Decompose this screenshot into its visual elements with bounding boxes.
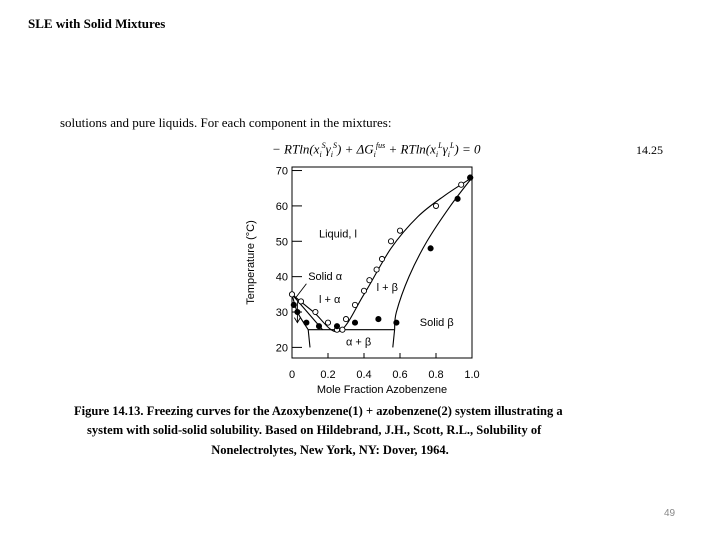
curve-solidus-beta (395, 178, 472, 330)
data-point-open (397, 228, 402, 233)
data-point-open (289, 292, 294, 297)
region-label: α + β (346, 336, 372, 349)
caption-line-3: Nonelectrolytes, New York, NY: Dover, 1964. (211, 442, 449, 457)
curve-solvus-alpha (308, 330, 310, 348)
figure-caption (40, 402, 680, 460)
curve-liquidus (292, 178, 472, 332)
data-point-open (388, 239, 393, 244)
x-axis-label: Mole Fraction Azobenzene (316, 384, 448, 396)
x-tick-label: 0 (288, 369, 296, 381)
y-tick-label: 50 (275, 236, 288, 249)
x-tick-label: 0.2 (320, 369, 336, 381)
data-point-filled (468, 175, 473, 180)
data-point-open (459, 182, 464, 187)
data-point-filled (304, 320, 309, 325)
region-label: Solid β (419, 317, 454, 330)
data-point-open (367, 278, 372, 283)
data-point-filled (352, 320, 357, 325)
data-point-open (433, 203, 438, 208)
page-number: 49 (664, 508, 676, 519)
data-point-open (298, 299, 303, 304)
caption-line-2: system with solid-solid solubility. Based on Hildebrand, J.H., Scott, R.L., Solubility of (87, 423, 542, 438)
slide-title: SLE with Solid Mixtures (28, 16, 166, 31)
equation-number: 14.25 (636, 142, 663, 157)
data-point-open (352, 302, 357, 307)
data-point-open (374, 267, 379, 272)
x-tick-label: 1.0 (464, 369, 480, 381)
region-label: Solid α (308, 271, 343, 284)
region-label: l + β (376, 281, 398, 294)
data-point-open (379, 256, 384, 261)
x-tick-label: 0.6 (392, 369, 408, 381)
y-tick-label: 20 (275, 342, 288, 355)
curve-solvus-beta (393, 330, 395, 348)
data-point-open (343, 316, 348, 321)
data-point-filled (316, 324, 321, 329)
equation-text: − $RTln(x_i^S\gamma_i^S) + \Delta G_i^{fus} + RTln(x_i^L\gamma_i^L) = 0$ (272, 141, 481, 159)
data-point-filled (376, 316, 381, 321)
data-point-open (340, 327, 345, 332)
data-point-filled (334, 324, 339, 329)
region-label: Liquid, l (319, 228, 357, 241)
y-tick-label: 30 (275, 307, 288, 320)
x-tick-label: 0.8 (428, 369, 444, 381)
freezing-curve-chart (230, 160, 490, 400)
x-tick-label: 0.4 (356, 369, 372, 381)
caption-line-1: Figure 14.13. Freezing curves for the Azoxybenzene(1) + azobenzene(2) system illustrating a (74, 404, 563, 418)
y-tick-label: 70 (275, 165, 288, 178)
y-tick-label: 40 (275, 271, 288, 284)
data-point-filled (428, 246, 433, 251)
data-point-filled (291, 302, 296, 307)
equation (272, 138, 702, 162)
pointer-line (296, 284, 307, 298)
data-point-open (325, 320, 330, 325)
data-point-filled (455, 196, 460, 201)
intro-text: solutions and pure liquids. For each component in the mixtures: (60, 115, 392, 130)
y-axis-label: Temperature (°C) (245, 220, 257, 305)
data-point-filled (394, 320, 399, 325)
region-label: l + α (319, 294, 341, 307)
data-point-open (313, 309, 318, 314)
data-point-open (361, 288, 366, 293)
y-tick-label: 60 (275, 200, 288, 213)
